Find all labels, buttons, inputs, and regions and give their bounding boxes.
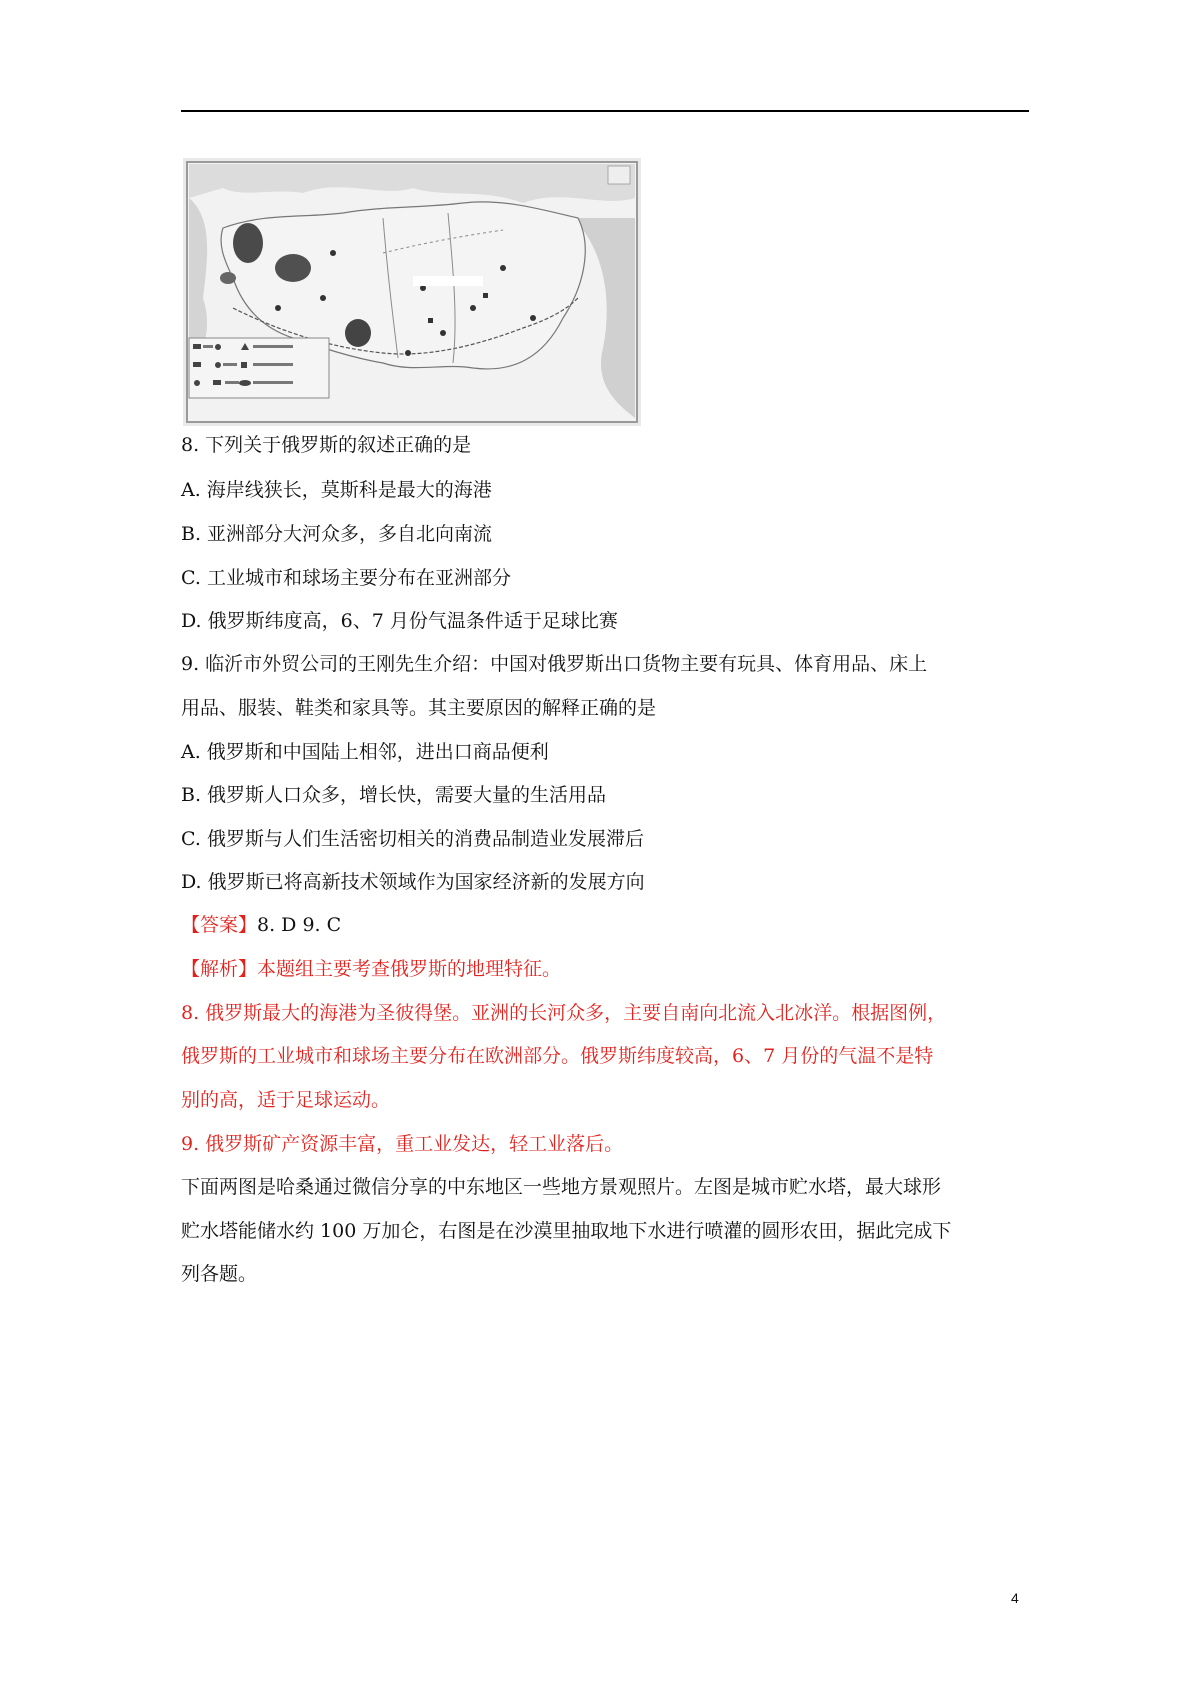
analysis-8-line3: 别的高，适于足球运动。 [181, 1089, 391, 1111]
header-rule [181, 110, 1029, 112]
q9-option-b: B. 俄罗斯人口众多，增长快，需要大量的生活用品 [181, 784, 607, 806]
intro-line2: 贮水塔能储水约 100 万加仑，右图是在沙漠里抽取地下水进行喷灌的圆形农田，据此完成下 [181, 1220, 952, 1242]
q9-option-c: C. 俄罗斯与人们生活密切相关的消费品制造业发展滞后 [181, 828, 644, 850]
analysis-text: 本题组主要考查俄罗斯的地理特征。 [257, 958, 562, 980]
q9-option-d: D. 俄罗斯已将高新技术领域作为国家经济新的发展方向 [181, 871, 645, 893]
q9-option-a: A. 俄罗斯和中国陆上相邻，进出口商品便利 [181, 741, 549, 763]
q8-option-d: D. 俄罗斯纬度高，6、7 月份气温条件适于足球比赛 [181, 610, 618, 632]
q9-stem-line2: 用品、服装、鞋类和家具等。其主要原因的解释正确的是 [181, 697, 657, 719]
industrial-area-moscow [233, 223, 263, 263]
russia-map-image [183, 158, 641, 426]
page-number: 4 [1011, 1590, 1019, 1606]
q9-stem-line1: 9. 临沂市外贸公司的王刚先生介绍：中国对俄罗斯出口货物主要有玩具、体育用品、床上 [181, 653, 928, 675]
answer-text: 8. D 9. C [257, 914, 342, 936]
industrial-area-ural [275, 254, 311, 282]
analysis-8-line2: 俄罗斯的工业城市和球场主要分布在欧洲部分。俄罗斯纬度较高，6、7 月份的气温不是特 [181, 1045, 934, 1067]
analysis-tag: 【解析】 [181, 958, 258, 980]
analysis-9: 9. 俄罗斯矿产资源丰富，重工业发达，轻工业落后。 [181, 1133, 624, 1155]
answer-line [181, 916, 341, 935]
analysis-8-line1: 8. 俄罗斯最大的海港为圣彼得堡。亚洲的长河众多，主要自南向北流入北冰洋。根据图例， [181, 1002, 947, 1024]
q8-stem: 8. 下列关于俄罗斯的叙述正确的是 [181, 434, 472, 456]
industrial-area-kuzbass [345, 319, 371, 347]
q8-option-a: A. 海岸线狭长，莫斯科是最大的海港 [181, 479, 492, 501]
intro-line1: 下面两图是哈桑通过微信分享的中东地区一些地方景观照片。左图是城市贮水塔，最大球形 [181, 1176, 942, 1198]
answer-tag: 【答案】 [181, 914, 258, 936]
q8-option-c: C. 工业城市和球场主要分布在亚洲部分 [181, 567, 511, 589]
intro-line3: 列各题。 [181, 1263, 258, 1285]
analysis-line [181, 960, 561, 979]
q8-option-b: B. 亚洲部分大河众多，多自北向南流 [181, 523, 493, 545]
